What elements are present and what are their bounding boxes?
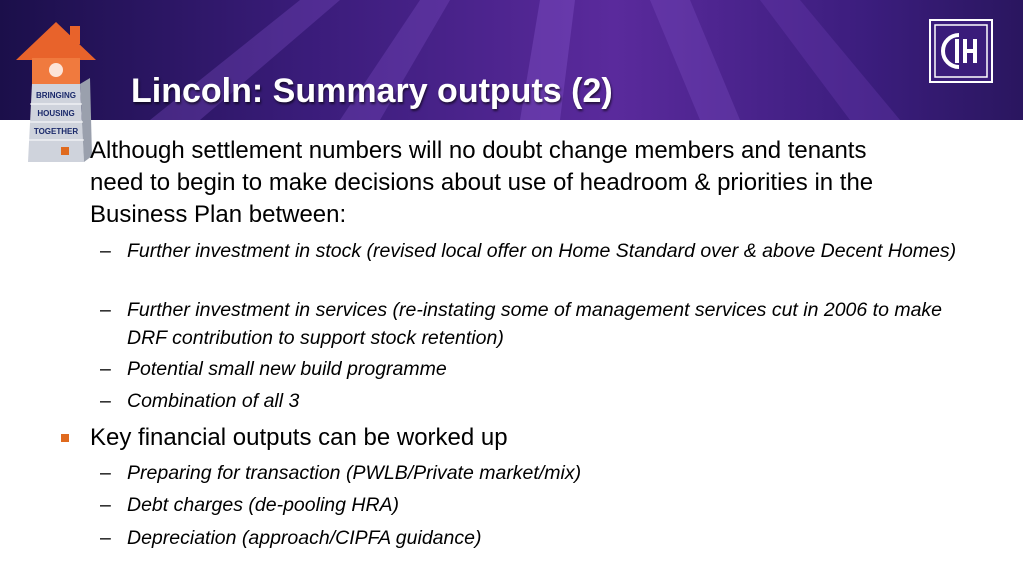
sub-bullet-dash: – [100, 358, 111, 380]
sub-bullet-dash: – [100, 527, 111, 549]
sub-bullet-text: Combination of all 3 [127, 390, 300, 412]
bullet-marker [61, 147, 69, 155]
sub-bullet-dash: – [100, 494, 111, 516]
sub-bullet-text: Further investment in stock (revised local offer on Home Standard over & above Decent Homes) [127, 240, 957, 262]
sub-bullet-dash: – [100, 299, 111, 321]
sub-bullet-dash: – [100, 240, 111, 262]
bullet-text: Key financial outputs can be worked up [90, 424, 508, 451]
sub-bullet-text: Preparing for transaction (PWLB/Private market/mix) [127, 462, 582, 484]
slide-title: Lincoln: Summary outputs (2) [131, 72, 613, 110]
sub-bullet-text: Debt charges (de-pooling HRA) [127, 494, 400, 516]
bullet-marker [61, 434, 69, 442]
sub-bullet-text: Depreciation (approach/CIPFA guidance) [127, 527, 482, 549]
svg-text:HOUSING: HOUSING [37, 109, 75, 118]
bullet-text: Although settlement numbers will no doubt change members and tenants need to begin to make decisions about use of headroom & priorities in the Business Plan between: [90, 137, 874, 228]
sub-bullet-text: Potential small new build programme [127, 358, 447, 380]
svg-text:TOGETHER: TOGETHER [33, 127, 79, 136]
sub-bullet-text: Further investment in services (re-instating some of management services cut in 2006 to make DRF contribution to support stock retention) [127, 299, 943, 349]
sub-bullet-dash: – [100, 462, 111, 484]
svg-text:BRINGING: BRINGING [36, 91, 76, 100]
sub-bullet-dash: – [100, 390, 111, 412]
